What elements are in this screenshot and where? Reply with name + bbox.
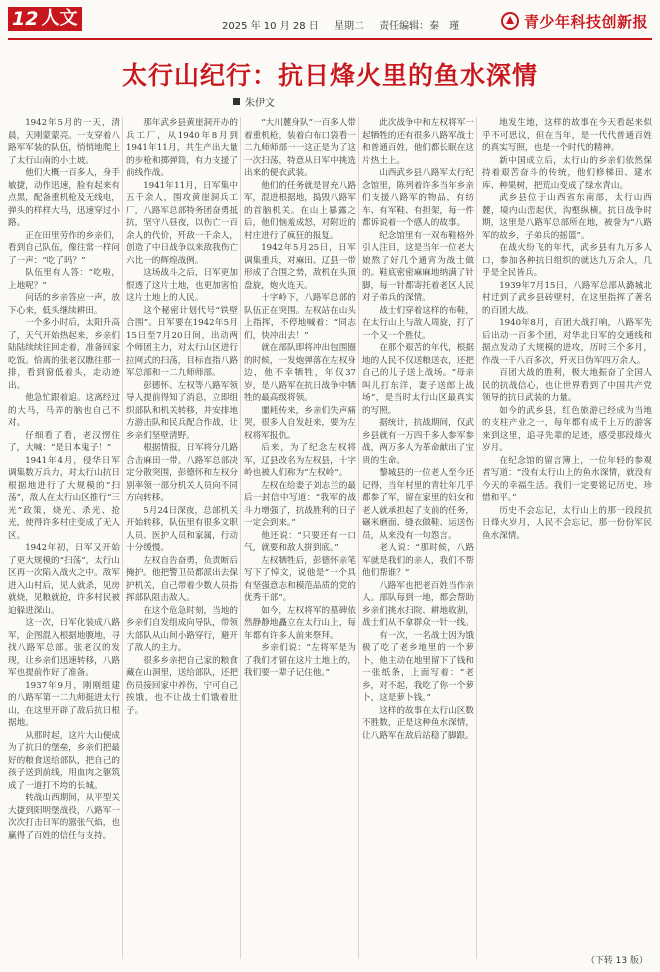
article-column-1 bbox=[8, 117, 120, 959]
article-paragraph: 1939年7月15日，八路军总部从潞城北村迁到了武乡县砖壁村，在这里指挥了著名的百团大战。 bbox=[482, 280, 652, 316]
article-column-4 bbox=[362, 117, 474, 959]
article-paragraph: 1942年初，日军又开始了更大规模的“扫荡”，太行山区再一次陷入战火之中。敌军进入山村后，见人就杀，见房就烧，见粮就抢，许多村民被迫躲进深山。 bbox=[8, 543, 120, 616]
article-paragraph: 左权牺牲后，彭德怀亲笔写下了悼文，说他是“一个具有坚强意志和模范品质的党的优秀干部”。 bbox=[244, 555, 356, 603]
article-title: 太行山纪行：抗日烽火里的鱼水深情 bbox=[121, 61, 538, 90]
article-paragraph: 1940年8月，百团大战打响，八路军先后出动一百多个团，对华北日军的交通线和据点发动了大规模的进攻，历时三个多月，作战一千八百多次，歼灭日伪军四万余人。 bbox=[482, 318, 652, 366]
article-paragraph: 此次战争中和左权将军一起牺牲的还有很多八路军战士和普通百姓，他们都长眠在这片热土上。 bbox=[362, 118, 474, 166]
article-paragraph: 武乡县位于山西省东南部，太行山西麓，境内山峦起伏，沟壑纵横。抗日战争时期，这里是八路军总部所在地，被誉为“八路军的故乡，子弟兵的摇篮”。 bbox=[482, 193, 652, 241]
brand-logo-icon bbox=[500, 11, 520, 31]
article-paragraph: 1941年11月，日军集中五千余人，围攻黄崖洞兵工厂，八路军总部特务团奋勇抵抗，坚守八昼夜，以伤亡一百余人的代价，歼敌一千余人，创造了中日战争以来敌我伤亡六比一的辉煌战例。 bbox=[126, 180, 238, 266]
page-number: 12 bbox=[12, 8, 39, 30]
article-paragraph: 乡亲们说：“左将军是为了我们才留在这片土地上的，我们要一辈子记住他。” bbox=[244, 643, 356, 678]
article-paragraph: 左权自告奋勇，负责断后掩护。他把警卫员都派出去保护机关，自己带着少数人员指挥部队阻击敌人。 bbox=[126, 555, 238, 603]
article-paragraph: 山西武乡县八路军太行纪念馆里，陈列着许多当年乡亲们支援八路军的物品，有纺车、有军鞋、有担架，每一件都诉说着一个感人的故事。 bbox=[362, 168, 474, 228]
column-divider bbox=[122, 117, 123, 959]
article-paragraph: 1937年9月，刚刚组建的八路军第一二九师挺进太行山，在这里开辟了敌后抗日根据地。 bbox=[8, 680, 120, 728]
header-meta bbox=[222, 17, 471, 32]
article-paragraph: 据统计，抗战期间，仅武乡县就有一万四千多人参军参战，两万多人为革命献出了宝贵的生命。 bbox=[362, 418, 474, 466]
article-paragraph: 噩耗传来，乡亲们失声痛哭，很多人自发赶来，要为左权将军报仇。 bbox=[244, 405, 356, 441]
article-paragraph: 新中国成立后，太行山的乡亲们依然保持着艰苦奋斗的传统，他们修梯田、建水库、种果树，把荒山变成了绿水青山。 bbox=[482, 155, 652, 191]
article-paragraph: 队伍里有人答：“吃啦，上地呢？” bbox=[8, 268, 120, 291]
article-paragraph: 他急忙跟着追。这离经过的大马，马弄的脑也自己不对。 bbox=[8, 393, 120, 428]
article-paragraph: 如今的武乡县，红色旅游已经成为当地的支柱产业之一，每年都有成千上万的游客来到这里，追寻先辈的足迹，感受那段烽火岁月。 bbox=[482, 405, 652, 453]
article-paragraph: 这一次，日军化装成八路军，企图混入根据地腹地，寻找八路军总部。张老汉的发现，让乡亲们迅速转移，八路军也提前作好了准备。 bbox=[8, 618, 120, 678]
issue-date: 2025 年 10 月 28 日 bbox=[222, 21, 319, 32]
article-paragraph: 一个多小时后，太阳升高了，天气开始热起来，乡亲们陆陆续续往回走着，准备回家吃饭。恰离的张老汉瞧往那一排，看到窗低着头，走动迹出。 bbox=[8, 318, 120, 391]
article-paragraph: 纪念馆里有一双布鞋格外引人注目，这是当年一位老大娘熬了好几个通宵为战士做的。鞋底密密麻麻地纳满了针脚，每一针都寄托着老区人民对子弟兵的深情。 bbox=[362, 230, 474, 303]
article-paragraph: 八路军也把老百姓当作亲人。部队每到一地，都会帮助乡亲们挑水扫院、耕地收割，战士们从不拿群众一针一线。 bbox=[362, 580, 474, 628]
article-paragraph: 那年武乡县黄崖洞开办的兵工厂，从1940年8月到1941年11月，共生产出大量的步枪和掷弹筒，有力支援了前线作战。 bbox=[126, 118, 238, 178]
article-paragraph: 从那时起，这片大山便成为了抗日的堡垒，乡亲们把最好的粮食送给部队，把自己的孩子送到前线，用血肉之躯筑成了一道打不垮的长城。 bbox=[8, 730, 120, 791]
article-paragraph: 黎城县的一位老人至今还记得，当年村里的青壮年几乎都参了军，留在家里的妇女和老人就承担起了支前的任务，碾米磨面、缝衣做鞋、运送伤员，从来没有一句怨言。 bbox=[362, 468, 474, 541]
article-paragraph: 他们大概一百多人，身手敏捷，动作迅速，脸有起来有点黑，配备重机枪及无线电，弹头的样样大马，迅速穿过小路。 bbox=[8, 168, 120, 228]
article-paragraph: 历史不会忘记，太行山上的那一段段抗日烽火岁月，人民不会忘记，那一份份军民鱼水深情。 bbox=[482, 505, 652, 541]
byline bbox=[233, 94, 275, 109]
article-paragraph: 转战山西期间，从平型关大捷到阳明堡战役，八路军一次次打击日军的嚣张气焰，也赢得了百姓的信任与支持。 bbox=[8, 793, 120, 841]
article-column-3 bbox=[244, 117, 356, 959]
author-name: 朱伊文 bbox=[245, 98, 275, 109]
article-paragraph: 后来，为了纪念左权将军，辽县改名为左权县，十字岭也被人们称为“左权岭”。 bbox=[244, 443, 356, 478]
byline-square-icon bbox=[233, 98, 240, 105]
column-divider bbox=[476, 117, 477, 959]
article-paragraph: 在那个艰苦的年代，根据地的人民不仅送粮送衣，还把自己的儿子送上战场。“母亲叫儿打东洋，妻子送郎上战场”，是当时太行山区最真实的写照。 bbox=[362, 343, 474, 416]
issue-weekday: 星期二 bbox=[333, 21, 364, 32]
article-paragraph: 1941年4月，侵华日军调集数万兵力，对太行山抗日根据地进行了大规模的“扫荡”，敌人在太行山区推行“三光”政策，烧光、杀光、抢光，使得许多村庄变成了无人区。 bbox=[8, 455, 120, 541]
article-paragraph: 百团大战的胜利，极大地振奋了全国人民的抗战信心，也让世界看到了中国共产党领导的抗日武装的力量。 bbox=[482, 368, 652, 403]
article-paragraph: 如今，左权将军的墓碑依然静静地矗立在太行山上，每年都有许多人前来祭拜。 bbox=[244, 605, 356, 641]
article-paragraph: 在战火纷飞的年代，武乡县有九万多人口，参加各种抗日组织的就达九万余人，几乎是全民皆兵。 bbox=[482, 243, 652, 278]
section-name: 人文 bbox=[41, 8, 78, 29]
article-paragraph: 这个秘密计划代号“铁壁合围”。日军要在1942年5月15日至7月20日间，出动两个师团主力，对太行山区进行拉网式的扫荡，目标直指八路军总部和一二九师师部。 bbox=[126, 305, 238, 378]
article-paragraph: 这场战斗之后，日军更加恨透了这片土地，也更加害怕这片土地上的人民。 bbox=[126, 268, 238, 303]
article-paragraph: 他们的任务就是冒充八路军，混进根据地，捣毁八路军的首脑机关。在山上暴露之后，他们恼羞成怒，对附近的村庄进行了疯狂的报复。 bbox=[244, 180, 356, 241]
article-paragraph: 十字岭下，八路军总部的队伍正在突围。左权站在山头上指挥，不停地喊着：“同志们，快冲出去！” bbox=[244, 293, 356, 341]
article-paragraph: 他还说：“只要还有一口气，就要和敌人拼到底。” bbox=[244, 530, 356, 553]
article-paragraph: 有一次，一名战士因为饿极了吃了老乡地里的一个萝卜，他主动在地里留下了钱和一张纸条，上面写着：“老乡，对不起，我吃了你一个萝卜，这是萝卜钱。” bbox=[362, 630, 474, 703]
article-paragraph: 在这个危急时刻，当地的乡亲们自发组成向导队，带领大部队从山间小路穿行，避开了敌人的主力。 bbox=[126, 605, 238, 653]
article-paragraph: 正在田里劳作的乡亲们，看到自己队伍，像往常一样问了一声：“吃了吗？” bbox=[8, 230, 120, 266]
column-divider bbox=[240, 117, 241, 959]
article-paragraph: 很多乡亲把自己家的粮食藏在山洞里，送给部队，还把伤员接回家中养伤，宁可自己挨饿，也不让战士们饿着肚子。 bbox=[126, 655, 238, 716]
article-paragraph: 彭德怀、左权等八路军领导人提前得知了消息，立即组织部队和机关转移，并安排地方游击队和民兵配合作战，让乡亲们坚壁清野。 bbox=[126, 380, 238, 441]
article-paragraph: “大川麓身队”一百多人带着重机枪，装着白布口袋看一二九师师部一一这正是为了这一次扫荡，特意从日军中挑选出来的便衣武装。 bbox=[244, 118, 356, 178]
brand-name: 青少年科技创新报 bbox=[523, 12, 648, 31]
article-paragraph: 左权在给妻子刘志兰的最后一封信中写道：“我军的战斗力增强了，抗战胜利的日子一定会到来。” bbox=[244, 480, 356, 528]
column-divider bbox=[358, 117, 359, 959]
article-paragraph: 地发生地，这样的故事在今天看起来似乎不可思议，但在当年，是一代代普通百姓的真实写照，也是一个时代的精神。 bbox=[482, 118, 652, 153]
article-paragraph: 仔细看了看，老汉愣住了，大喊：“是日本鬼子！” bbox=[8, 430, 120, 453]
article-paragraph: 老人说：“那时候，八路军就是我们的亲人，我们不帮他们帮谁？” bbox=[362, 543, 474, 578]
article-paragraph: 1942年5月25日，日军调集重兵，对麻田、辽县一带形成了合围之势，敌机在头顶盘旋，炮火连天。 bbox=[244, 243, 356, 291]
article-paragraph: 就在部队即将冲出包围圈的时候，一发炮弹落在左权身边，他不幸牺牲，年仅37岁，是八路军在抗日战争中牺牲的最高级将领。 bbox=[244, 343, 356, 403]
article-column-5 bbox=[482, 117, 652, 959]
article-paragraph: 问话的乡亲答应一声，放下心来，低头继续耕田。 bbox=[8, 293, 120, 316]
continued-note: （下转 13 版） bbox=[582, 953, 648, 966]
page-number-badge bbox=[8, 7, 82, 31]
article-paragraph: 在纪念馆的留言簿上，一位年轻的参观者写道：“没有太行山上的鱼水深情，就没有今天的幸福生活。我们一定要铭记历史，珍惜和平。” bbox=[482, 455, 652, 503]
article-paragraph: 这样的故事在太行山区数不胜数，正是这种鱼水深情，让八路军在敌后站稳了脚跟。 bbox=[362, 705, 474, 741]
page-header bbox=[0, 0, 660, 40]
article-paragraph: 5月24日深夜，总部机关开始转移，队伍里有很多文职人员、医护人员和家属，行动十分缓慢。 bbox=[126, 505, 238, 553]
masthead-brand bbox=[500, 9, 648, 33]
article-paragraph: 1942年5月的一天，清晨，天刚蒙蒙亮。一支穿着八路军军装的队伍，悄悄地爬上了太行山南的小土坡。 bbox=[8, 118, 120, 166]
article-paragraph: 根据情报，日军将分几路合击麻田一带。八路军总部决定分散突围，彭德怀和左权分别率领一部分机关人员向不同方向转移。 bbox=[126, 443, 238, 503]
article-paragraph: 战士们穿着这样的布鞋，在太行山上与敌人周旋，打了一个又一个胜仗。 bbox=[362, 305, 474, 341]
editor-credit: 责任编辑：秦 瑾 bbox=[379, 21, 460, 32]
header-rule bbox=[8, 38, 652, 40]
article-column-2 bbox=[126, 117, 238, 959]
